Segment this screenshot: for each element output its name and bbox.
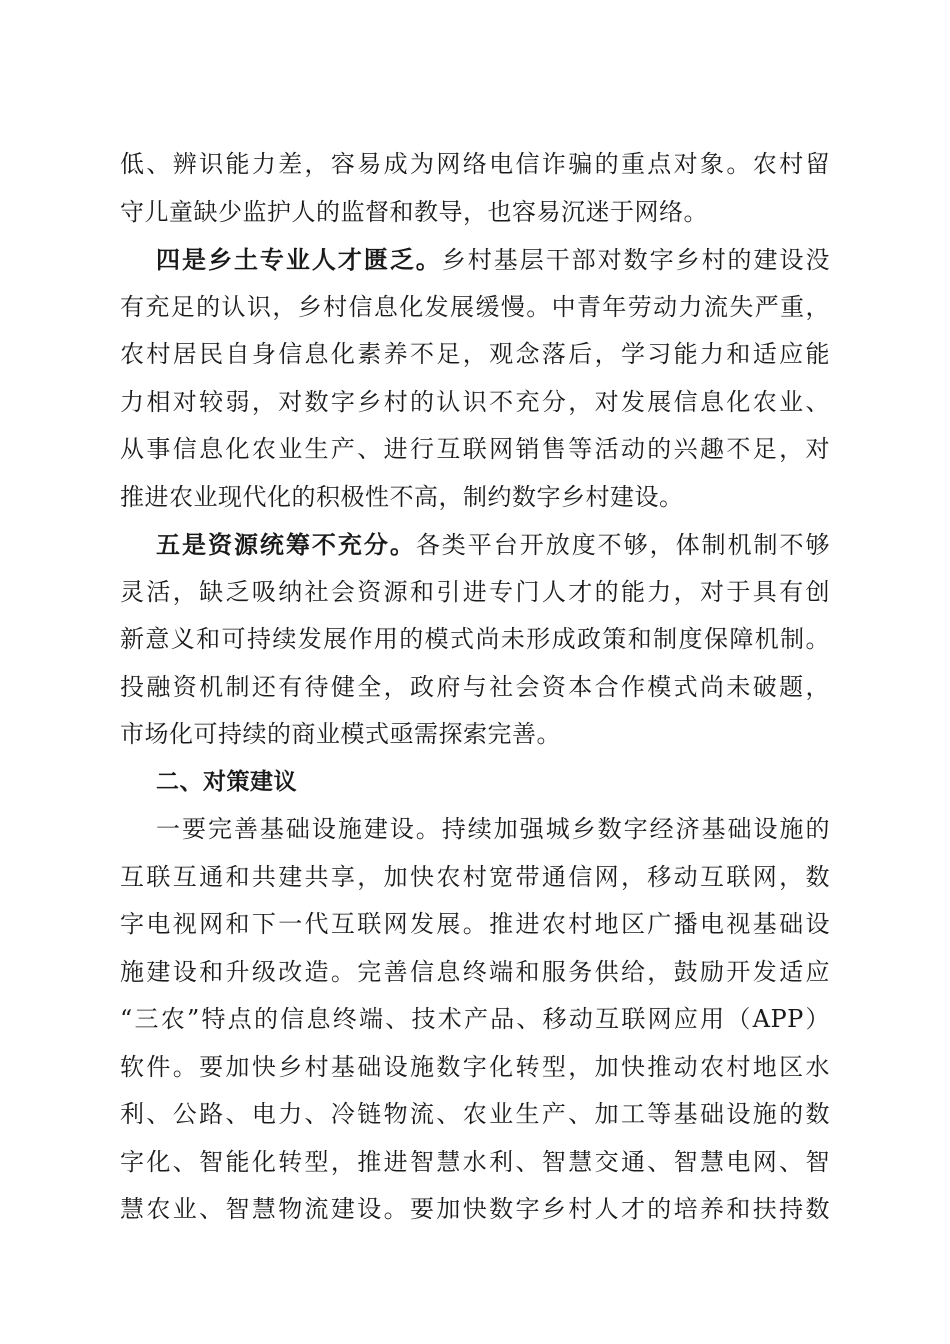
text-line: 灵活，缺乏吸纳社会资源和引进专门人才的能力，对于具有创: [120, 577, 830, 606]
text-line: 有充足的认识，乡村信息化发展缓慢。中青年劳动力流失严重，: [120, 292, 830, 321]
text-fragment: 乡村基层干部对数字乡村的建设没: [441, 246, 831, 274]
text-line: [120, 521, 830, 569]
paragraph-lead: 五是资源统筹不充分。: [156, 530, 416, 559]
text-line: 字化、智能化转型，推进智慧水利、智慧交通、智慧电网、智: [120, 1147, 830, 1176]
text-line: 低、辨识能力差，容易成为网络电信诈骗的重点对象。农村留: [120, 150, 830, 178]
text-line: 力相对较弱，对数字乡村的认识不充分，对发展信息化农业、: [120, 387, 830, 416]
text-line: 投融资机制还有待健全，政府与社会资本合作模式尚未破题，: [120, 672, 830, 701]
text-fragment: 各类平台开放度不够，体制机制不够: [415, 531, 831, 559]
text-line: 利、公路、电力、冷链物流、农业生产、加工等基础设施的数: [120, 1100, 830, 1128]
text-line: 推进农业现代化的积极性不高，制约数字乡村建设。: [120, 482, 684, 511]
section-heading-text: 二、对策建议: [156, 768, 297, 795]
text-line: 互联互通和共建共享，加快农村宽带通信网，移动互联网，数: [120, 862, 830, 891]
text-line: 新意义和可持续发展作用的模式尚未形成政策和制度保障机制。: [120, 625, 830, 653]
section-heading: [120, 759, 830, 807]
text-line: 慧农业、智慧物流建设。要加快数字乡村人才的培养和扶持数: [120, 1195, 830, 1223]
text-line: 市场化可持续的商业模式亟需探索完善。: [120, 720, 561, 748]
text-line: [120, 236, 830, 284]
text-line: 施建设和升级改造。完善信息终端和服务供给，鼓励开发适应: [120, 957, 830, 986]
paragraph-lead: 四是乡土专业人才匮乏。: [156, 245, 442, 274]
text-line: 从事信息化农业生产、进行互联网销售等活动的兴趣不足，对: [120, 435, 830, 463]
document-body: [120, 141, 830, 1234]
paragraph-3: [120, 521, 830, 759]
text-line: “三农”特点的信息终端、技术产品、移动互联网应用（APP）: [120, 1005, 830, 1033]
text-line: 软件。要加快乡村基础设施数字化转型，加快推动农村地区水: [120, 1052, 830, 1081]
paragraph-1: [120, 141, 830, 236]
paragraph-4: [120, 806, 830, 1234]
paragraph-2: [120, 236, 830, 521]
text-line: 农村居民自身信息化素养不足，观念落后，学习能力和适应能: [120, 340, 830, 368]
text-line: 守儿童缺少监护人的监督和教导，也容易沉迷于网络。: [120, 197, 708, 226]
text-line: 一要完善基础设施建设。持续加强城乡数字经济基础设施的: [156, 815, 830, 843]
text-line: 字电视网和下一代互联网发展。推进农村地区广播电视基础设: [120, 910, 830, 938]
